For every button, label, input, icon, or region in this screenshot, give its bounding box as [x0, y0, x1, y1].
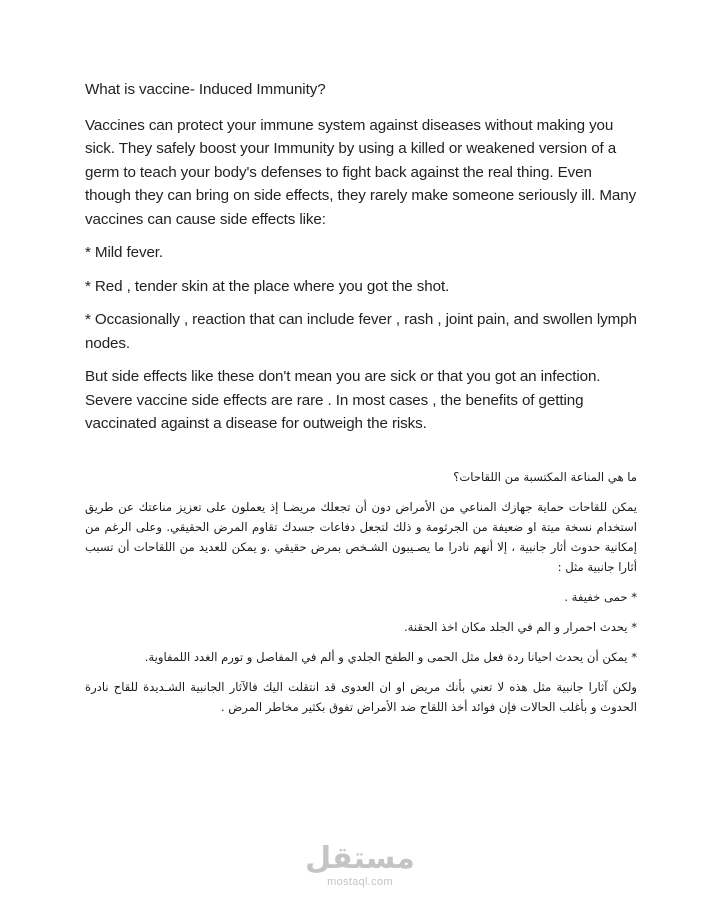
watermark-logo: مستقل	[305, 841, 415, 876]
arabic-title: ما هي المناعة المكتسبة من اللقاحات؟	[453, 470, 637, 484]
mostaql-watermark	[305, 842, 415, 888]
english-bullet-mild-fever: * Mild fever.	[85, 244, 164, 261]
english-section	[85, 78, 637, 446]
english-bullet-red-skin: * Red , tender skin at the place where you got the shot.	[85, 277, 450, 295]
arabic-bullet-red-skin: * يحدث احمرار و الم في الجلد مكان اخذ الحقنة.	[403, 620, 637, 634]
watermark-domain: mostaql.com	[327, 876, 393, 888]
arabic-closing-paragraph: ولكن آثارا جانبية مثل هذه لا تعني بأنك مريض او ان العدوى قد انتقلت اليك فالآثار الجانبية الشـديدة للقاح نادرة الحدوث و بأغلب الحالات فإن فوائد أخذ اللقاح ضد الأمراض تفوق بكثير مخاطر المرض .	[85, 680, 637, 714]
english-closing-paragraph: But side effects like these don't mean you are sick or that you got an infection. Severe vaccine side effects are rare . In most cases , the benefits of getting vaccinated against a disease for outweigh the risks.	[85, 368, 601, 432]
english-bullet-occasional-reaction: * Occasionally , reaction that can include fever , rash , joint pain, and swollen lymph nodes.	[85, 311, 637, 352]
arabic-intro-paragraph: يمكن للقاحات حماية جهازك المناعي من الأمراض دون أن تجعلك مريضـا إذ يعملون على تعزيز مناعتك عن طريق استخدام نسخة ميتة او ضعيفة من الجرثومة و ذلك لتجعل دفاعات جسدك تقاوم المرض الحقيقي. وعلى الرغم من إمكانية حدوث أثار جانبية ، إلا أنهم نادرا ما يصـيبون الشـخص بمرض حقيقي .و يمكن للعديد من اللقاحات أن تسبب أثارا جانبية مثل :	[85, 500, 637, 574]
arabic-bullet-occasional-reaction: * يمكن أن يحدث احيانا ردة فعل مثل الحمى و الطفح الجلدي و ألم في المفاصل و تورم الغدد اللمفاوية.	[144, 650, 637, 664]
arabic-section	[85, 467, 637, 727]
arabic-bullet-mild-fever: * حمى خفيفة .	[564, 590, 637, 604]
english-intro-paragraph: Vaccines can protect your immune system against diseases without making you sick. They safely boost your Immunity by using a killed or weakened version of a germ to teach your body's defenses to fight back against the real thing. Even though they can bring on side effects, they rarely make someone seriously ill. Many vaccines can cause side effects like:	[85, 116, 637, 228]
english-title: What is vaccine- Induced Immunity?	[85, 81, 326, 98]
